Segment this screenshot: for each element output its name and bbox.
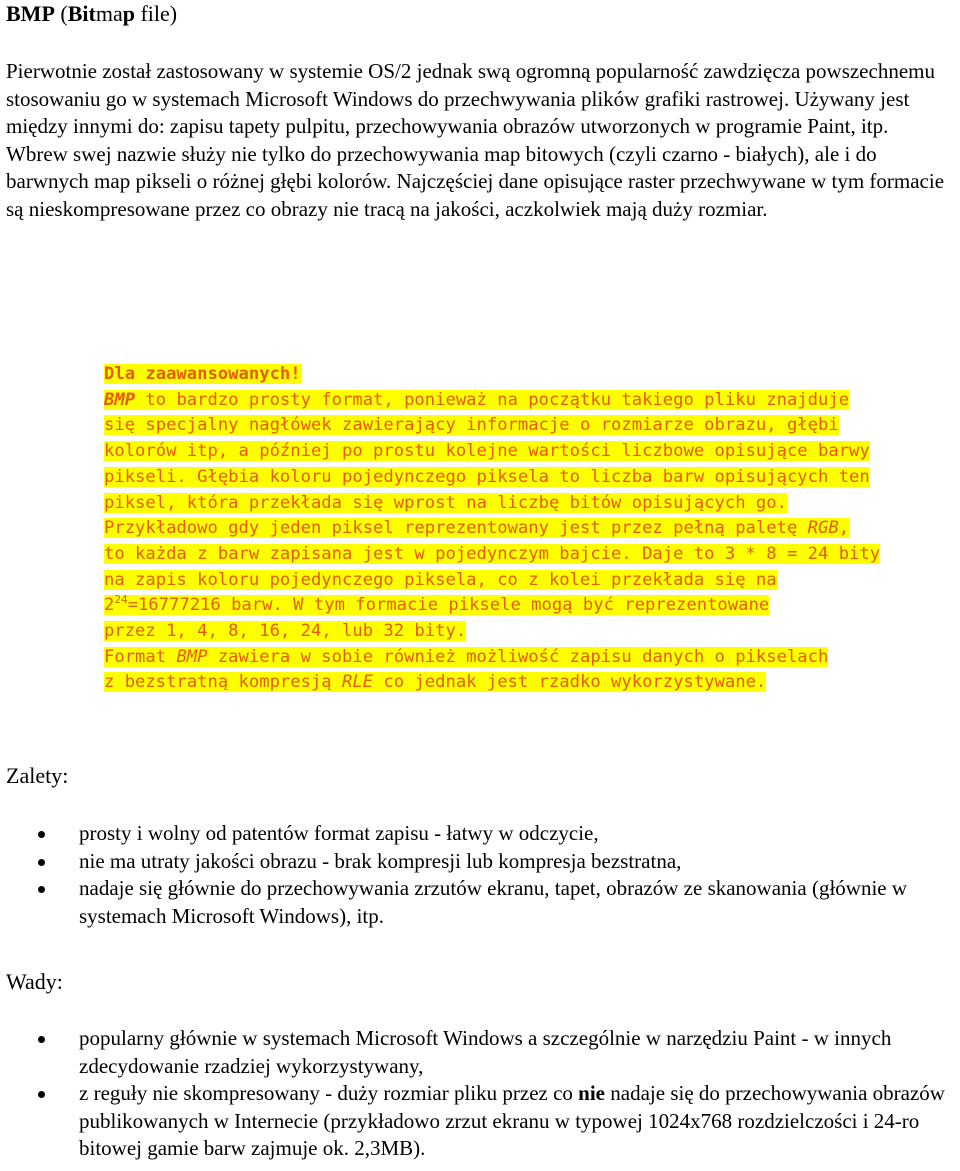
- advanced-line-8: [104, 568, 864, 594]
- list-item-text: prosty i wolny od patentów format zapisu - łatwy w odczycie,: [79, 821, 599, 845]
- title-bold-a: BMP: [6, 1, 55, 26]
- advanced-line-6-text-a: Przykładowo gdy jeden piksel reprezentowany jest przez pełną paletę: [104, 518, 808, 539]
- title-bold-b: Bit: [67, 1, 96, 26]
- list-item: [0, 820, 959, 848]
- advanced-rgb-term: RGB: [807, 518, 839, 539]
- advanced-line-4-text: pikseli. Głębia koloru pojedynczego piksela to liczba barw opisujących ten: [104, 466, 870, 487]
- cons-heading: Wady:: [6, 969, 63, 994]
- advanced-line-3: [104, 439, 870, 465]
- advanced-line-1: [104, 388, 864, 414]
- bullet-icon: [38, 1091, 45, 1098]
- title-normal-b: ma: [95, 1, 123, 26]
- advanced-line-11: [104, 645, 864, 671]
- advanced-line-9: [104, 593, 864, 619]
- pros-list: [0, 820, 960, 930]
- pros-heading: Zalety:: [6, 763, 69, 788]
- list-item-text: nadaje się głównie do przechowywania zrzutów ekranu, tapet, obrazów ze skanowania (głównie w systemach Microsoft Windows), itp.: [79, 876, 908, 928]
- advanced-power-exponent: 24: [114, 593, 128, 607]
- title-bold-c: p: [122, 1, 135, 26]
- page-title: [6, 0, 177, 28]
- advanced-line-7-text: to każda z barw zapisana jest w pojedynczym bajcie. Daje to 3 * 8 = 24 bity: [104, 543, 881, 564]
- advanced-line-11-text-b: zawiera w sobie również możliwość zapisu danych o pikselach: [207, 646, 829, 667]
- advanced-line-3-text: kolorów itp, a później po prostu kolejne wartości liczbowe opisujące barwy: [104, 441, 870, 462]
- advanced-line-10: [104, 619, 864, 645]
- advanced-line-11-text-a: Format: [104, 646, 177, 667]
- list-item: [0, 1025, 959, 1080]
- bullet-icon: [38, 886, 45, 893]
- bullet-icon: [38, 859, 45, 866]
- cons-list: [0, 1025, 960, 1163]
- advanced-rle-term: RLE: [342, 672, 374, 693]
- advanced-line-5: [104, 491, 864, 517]
- list-item-bold-word: nie: [578, 1081, 606, 1105]
- list-item: [0, 848, 959, 876]
- advanced-line-6-text-b: ,: [838, 518, 850, 539]
- advanced-heading: Dla zaawansowanych!: [104, 364, 301, 384]
- bullet-icon: [38, 1036, 45, 1043]
- advanced-line-6: [104, 516, 864, 542]
- advanced-line-7: [104, 542, 881, 568]
- title-normal-a: (: [54, 1, 68, 26]
- advanced-line-4: [104, 465, 870, 491]
- intro-paragraph: Pierwotnie został zastosowany w systemie OS/2 jednak swą ogromną popularność zawdzięcza powszechnemu stosowaniu go w systemach Microsoft Windows do przechwywania plików grafiki rastrowej. Używany jest między innymi do: zapisu tapety pulpitu, przechowywania obrazów utworzonych w programie Paint, itp. Wbrew swej nazwie służy nie tylko do przechowywania map bitowych (czyli czarno - białych), ale i do barwnych map pikseli o różnej głębi kolorów. Najczęściej dane opisujące raster przechwywane w tym formacie są nieskompresowane przez co obrazy nie tracą na jakości, aczkolwiek mają duży rozmiar.: [6, 59, 945, 221]
- advanced-line-9-text: =16777216 barw. W tym formacie piksele mogą być reprezentowane: [127, 595, 770, 616]
- advanced-note: [104, 362, 881, 696]
- advanced-line-5-text: piksel, która przekłada się wprost na liczbę bitów opisujących go.: [104, 492, 787, 513]
- list-item-text: popularny głównie w systemach Microsoft Windows a szczególnie w narzędziu Paint - w innych zdecydowanie rzadziej wykorzystywany,: [79, 1026, 892, 1078]
- advanced-line-12: [104, 670, 864, 696]
- list-item: [0, 1080, 959, 1163]
- advanced-line-10-text: przez 1, 4, 8, 16, 24, lub 32 bity.: [104, 621, 467, 642]
- advanced-bmp-term: BMP: [104, 389, 136, 410]
- list-item-text-a: z reguły nie skompresowany - duży rozmiar pliku przez co: [79, 1081, 579, 1105]
- advanced-line-12-text-a: z bezstratną kompresją: [104, 672, 342, 693]
- advanced-line-12-text-b: co jednak jest rzadko wykorzystywane.: [373, 672, 767, 693]
- advanced-line-1-text: to bardzo prosty format, ponieważ na początku takiego pliku znajduje: [135, 389, 850, 410]
- advanced-bmp-term-2: BMP: [176, 646, 208, 667]
- advanced-power-base: 2: [104, 595, 115, 616]
- advanced-line-2: [104, 413, 864, 439]
- list-item-text: nie ma utraty jakości obrazu - brak kompresji lub kompresja bezstratna,: [79, 848, 682, 873]
- advanced-heading-line: [104, 362, 864, 388]
- list-item: [0, 875, 959, 930]
- bullet-icon: [38, 831, 45, 838]
- advanced-line-8-text: na zapis koloru pojedynczego piksela, co z kolei przekłada się na: [104, 569, 777, 590]
- title-normal-c: file): [134, 1, 178, 26]
- advanced-line-2-text: się specjalny nagłówek zawierający informacje o rozmiarze obrazu, głębi: [104, 415, 839, 436]
- list-item-text-b: nadaje się do przechowywania obrazów publikowanych w Internecie (przykładowo zrzut ekranu w typowej 1024x768 rozdzielczości i 24-ro bitowej gamie barw zajmuje ok. 2,3MB).: [79, 1081, 945, 1160]
